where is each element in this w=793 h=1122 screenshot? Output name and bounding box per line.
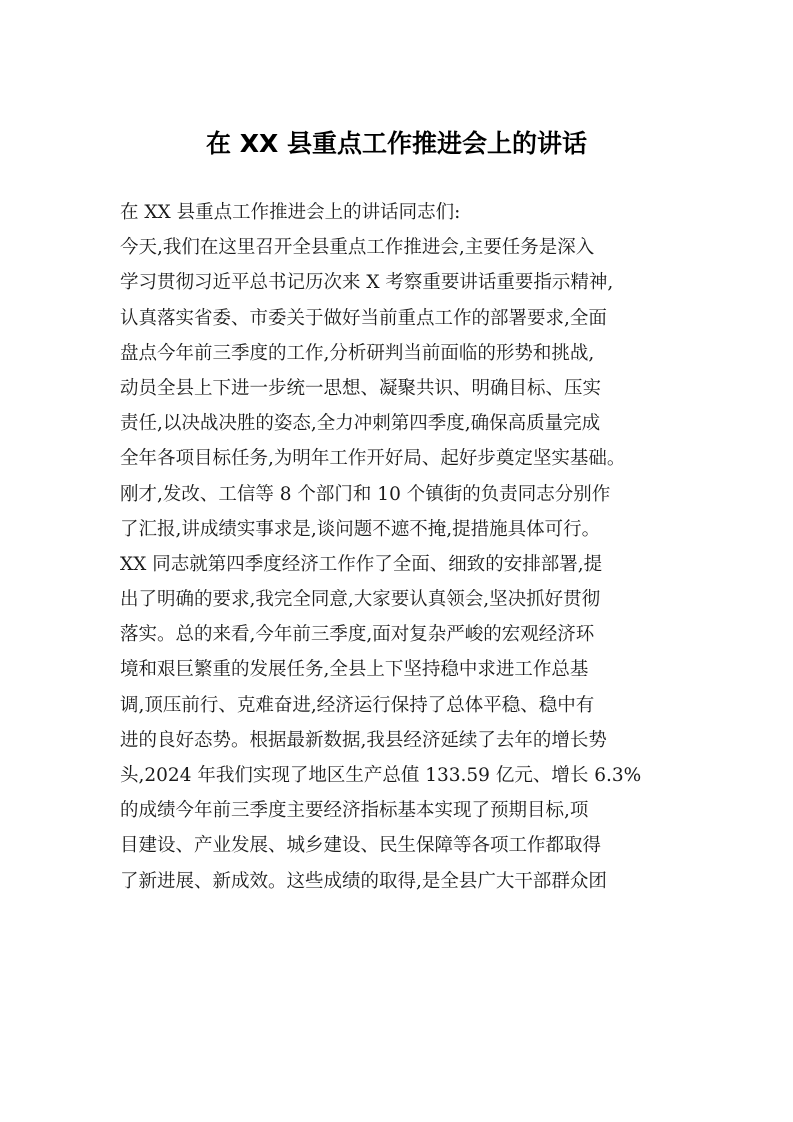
body-line: 全年各项目标任务,为明年工作开好局、起好步奠定坚实基础。 (120, 448, 626, 470)
body-line: 出了明确的要求,我完全同意,大家要认真领会,坚决抓好贯彻 (120, 589, 601, 611)
body-line: 盘点今年前三季度的工作,分析研判当前面临的形势和挑战, (120, 342, 595, 364)
body-line: 今天,我们在这里召开全县重点工作推进会,主要任务是深入 (120, 237, 595, 259)
body-line: 责任,以决战决胜的姿态,全力冲刺第四季度,确保高质量完成 (120, 413, 601, 435)
body-line: 境和艰巨繁重的发展任务,全县上下坚持稳中求进工作总基 (120, 659, 589, 681)
body-line: 在 XX 县重点工作推进会上的讲话同志们: (120, 202, 461, 223)
body-line: 认真落实省委、市委关于做好当前重点工作的部署要求,全面 (120, 307, 607, 329)
body-line: 学习贯彻习近平总书记历次来 X 考察重要讲话重要指示精神, (120, 272, 614, 294)
document-title: 在 XX 县重点工作推进会上的讲话 (206, 129, 587, 158)
document-body (120, 195, 690, 899)
body-line: 了汇报,讲成绩实事求是,谈问题不遮不掩,提措施具体可行。 (120, 518, 601, 540)
body-line: 的成绩今年前三季度主要经济指标基本实现了预期目标,项 (120, 800, 589, 822)
body-line: 落实。总的来看,今年前三季度,面对复杂严峻的宏观经济环 (120, 624, 595, 646)
body-line: 调,顶压前行、克难奋进,经济运行保持了总体平稳、稳中有 (120, 694, 595, 716)
body-line: 进的良好态势。根据最新数据,我县经济延续了去年的增长势 (120, 729, 607, 751)
body-line: XX 同志就第四季度经济工作作了全面、细致的安排部署,提 (120, 553, 603, 575)
body-line: 目建设、产业发展、城乡建设、民生保障等各项工作都取得 (120, 835, 602, 857)
body-line: 刚才,发改、工信等 8 个部门和 10 个镇街的负责同志分别作 (120, 483, 611, 505)
body-line: 头,2024 年我们实现了地区生产总值 133.59 亿元、增长 6.3% (120, 765, 642, 786)
body-line: 动员全县上下进一步统一思想、凝聚共识、明确目标、压实 (120, 377, 602, 399)
body-line: 了新进展、新成效。这些成绩的取得,是全县广大干部群众团 (120, 870, 607, 892)
